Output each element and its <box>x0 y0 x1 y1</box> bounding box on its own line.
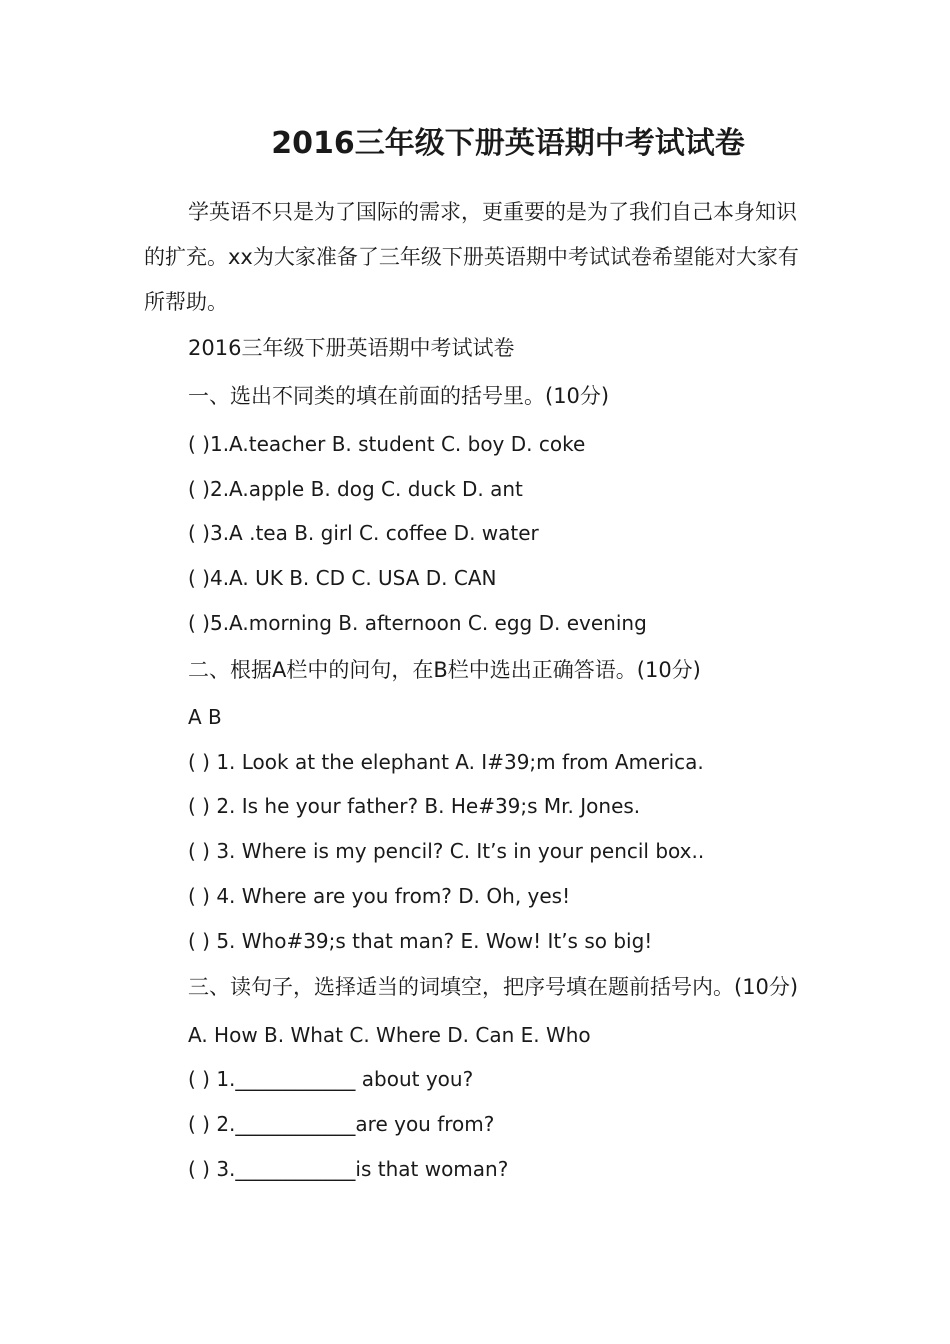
question-line: ( ) 2.____________are you from? <box>188 1112 495 1136</box>
question-line: ( ) 5. Who#39;s that man? E. Wow! It’s so big! <box>188 929 653 953</box>
document-title: 2016三年级下册英语期中考试试卷 <box>271 126 745 161</box>
question-line: ( ) 2. Is he your father? B. He#39;s Mr. Jones. <box>188 794 641 818</box>
question-line: ( )5.A.morning B. afternoon C. egg D. evening <box>188 611 647 635</box>
column-header: A B <box>188 705 222 729</box>
subtitle-line: 2016三年级下册英语期中考试试卷 <box>188 336 515 360</box>
section-2-heading: 二、根据A栏中的问句，在B栏中选出正确答语。(10分) <box>188 658 701 682</box>
section-3-heading: 三、读句子，选择适当的词填空，把序号填在题前括号内。(10分) <box>188 975 799 999</box>
question-line: ( )1.A.teacher B. student C. boy D. coke <box>188 432 586 456</box>
question-line: ( )2.A.apple B. dog C. duck D. ant <box>188 477 523 501</box>
question-line: ( ) 3. Where is my pencil? C. It’s in your pencil box.. <box>188 839 705 863</box>
question-line: ( ) 3.____________is that woman? <box>188 1157 509 1181</box>
question-line: ( ) 4. Where are you from? D. Oh, yes! <box>188 884 571 908</box>
word-options: A. How B. What C. Where D. Can E. Who <box>188 1023 591 1047</box>
intro-paragraph: 学英语不只是为了国际的需求，更重要的是为了我们自己本身知识的扩充。xx为大家准备了三年级下册英语期中考试试卷希望能对大家有所帮助。 <box>144 200 799 314</box>
question-line: ( )4.A. UK B. CD C. USA D. CAN <box>188 566 497 590</box>
section-1-heading: 一、选出不同类的填在前面的括号里。(10分) <box>188 384 610 408</box>
question-line: ( ) 1.____________ about you? <box>188 1067 474 1091</box>
question-line: ( ) 1. Look at the elephant A. I#39;m from America. <box>188 750 704 774</box>
question-line: ( )3.A .tea B. girl C. coffee D. water <box>188 521 539 545</box>
